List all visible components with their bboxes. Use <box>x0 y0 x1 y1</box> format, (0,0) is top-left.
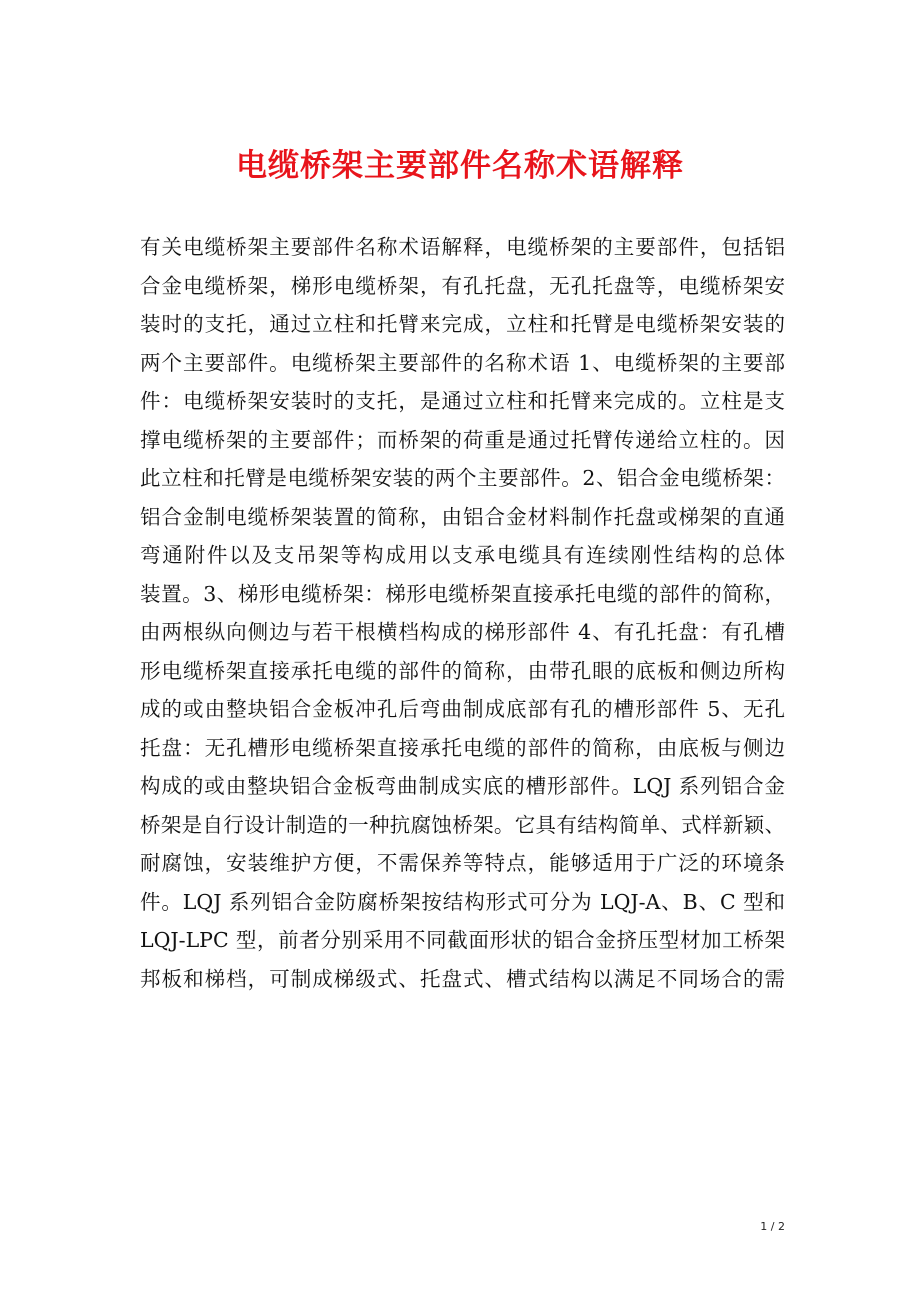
text-line: 装时的支托，通过立柱和托臂来完成，立柱和托臂是电缆桥架安装的 <box>140 312 785 336</box>
text-line: 邦板和梯档，可制成梯级式、托盘式、槽式结构以满足不同场合的需 <box>140 966 785 991</box>
text-line: 两个主要部件。电缆桥架主要部件的名称术语 1、电缆桥架的主要部 <box>140 350 785 375</box>
text-line: 耐腐蚀，安装维护方便，不需保养等特点，能够适用于广泛的环境条 <box>140 851 785 875</box>
text-line: 弯通附件以及支吊架等构成用以支承电缆具有连续刚性结构的总体 <box>140 543 785 567</box>
text-line: 此立柱和托臂是电缆桥架安装的两个主要部件。2、铝合金电缆桥架： <box>140 466 785 490</box>
text-line: 装置。3、梯形电缆桥架：梯形电缆桥架直接承托电缆的部件的简称， <box>140 581 785 606</box>
text-line: 铝合金制电缆桥架装置的简称，由铝合金材料制作托盘或梯架的直通 <box>140 504 785 529</box>
text-line: 由两根纵向侧边与若干根横档构成的梯形部件 4、有孔托盘：有孔槽 <box>140 620 785 644</box>
body-paragraph <box>140 228 785 998</box>
text-line: 有关电缆桥架主要部件名称术语解释，电缆桥架的主要部件，包括铝 <box>140 235 785 259</box>
text-line: 桥架是自行设计制造的一种抗腐蚀桥架。它具有结构简单、式样新颖、 <box>140 812 785 837</box>
page-number: 1 / 2 <box>760 1220 785 1233</box>
text-line: 件。LQJ 系列铝合金防腐桥架按结构形式可分为 LQJ-A、B、C 型和 <box>140 889 785 914</box>
text-line: 构成的或由整块铝合金板弯曲制成实底的槽形部件。LQJ 系列铝合金 <box>140 774 785 798</box>
document-title: 电缆桥架主要部件名称术语解释 <box>236 148 684 184</box>
text-line: 托盘：无孔槽形电缆桥架直接承托电缆的部件的简称，由底板与侧边 <box>140 735 785 760</box>
text-line: 合金电缆桥架，梯形电缆桥架，有孔托盘，无孔托盘等，电缆桥架安 <box>140 273 785 298</box>
text-line: 撑电缆桥架的主要部件；而桥架的荷重是通过托臂传递给立柱的。因 <box>140 427 785 452</box>
text-line: 件：电缆桥架安装时的支托，是通过立柱和托臂来完成的。立柱是支 <box>140 389 785 413</box>
text-line: 成的或由整块铝合金板冲孔后弯曲制成底部有孔的槽形部件 5、无孔 <box>140 697 785 721</box>
text-line: LQJ-LPC 型，前者分别采用不同截面形状的铝合金挤压型材加工桥架 <box>140 928 785 952</box>
text-line: 形电缆桥架直接承托电缆的部件的简称，由带孔眼的底板和侧边所构 <box>140 658 785 683</box>
